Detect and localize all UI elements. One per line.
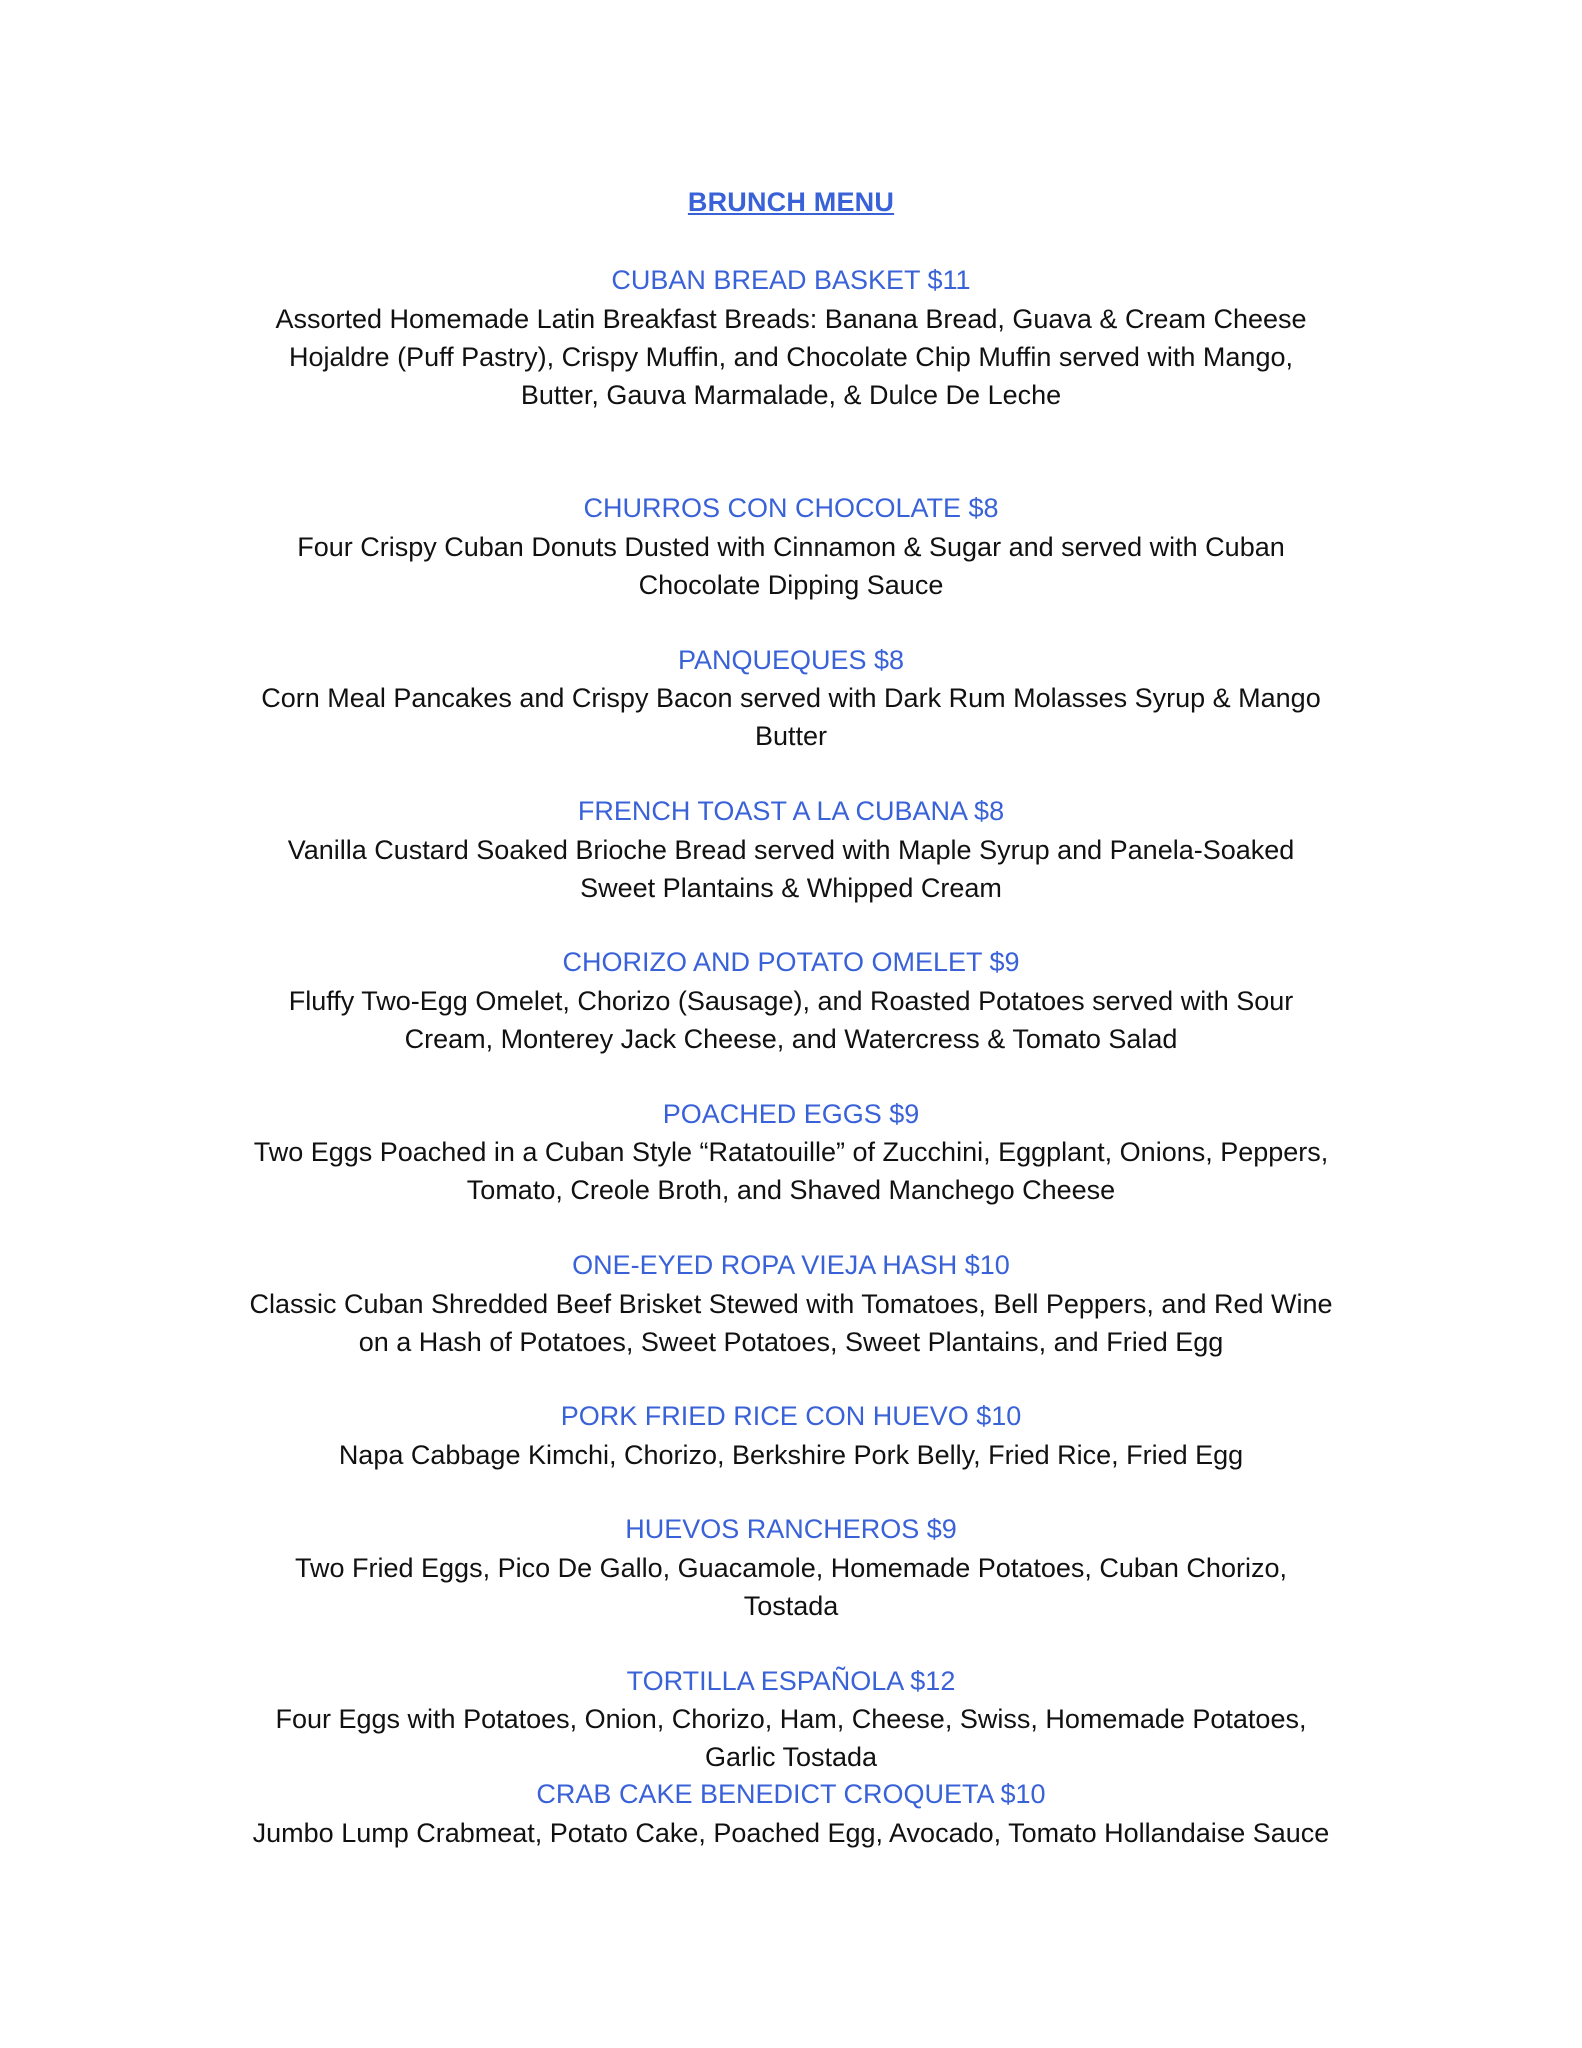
item-5-desc-line-0: Two Eggs Poached in a Cuban Style “Ratatouille” of Zucchini, Eggplant, Onions, Peppers, [253,1137,1329,1167]
item-7-desc-line-0: Napa Cabbage Kimchi, Chorizo, Berkshire Pork Belly, Fried Rice, Fried Egg [338,1440,1244,1470]
item-9-description [191,1700,1391,1776]
item-4-name: CHORIZO AND POTATO OMELET $9 [562,947,1020,977]
item-10-desc-line-0: Jumbo Lump Crabmeat, Potato Cake, Poached Egg, Avocado, Tomato Hollandaise Sauce [252,1818,1330,1848]
item-9-desc-line-0: Four Eggs with Potatoes, Onion, Chorizo, Ham, Cheese, Swiss, Homemade Potatoes, [275,1704,1307,1734]
item-2-desc-line-0: Corn Meal Pancakes and Crispy Bacon served with Dark Rum Molasses Syrup & Mango [261,683,1321,713]
item-7-description [191,1436,1391,1474]
item-6-description [191,1285,1391,1361]
item-0-description [191,300,1391,414]
item-4-desc-line-1: Cream, Monterey Jack Cheese, and Watercress & Tomato Salad [404,1024,1178,1054]
item-4-description [191,982,1391,1058]
item-6-name: ONE-EYED ROPA VIEJA HASH $10 [572,1250,1010,1280]
item-1-desc-line-0: Four Crispy Cuban Donuts Dusted with Cinnamon & Sugar and served with Cuban [297,532,1285,562]
item-3-desc-line-1: Sweet Plantains & Whipped Cream [580,873,1002,903]
item-10-name: CRAB CAKE BENEDICT CROQUETA $10 [536,1779,1046,1809]
item-1-name: CHURROS CON CHOCOLATE $8 [583,493,999,523]
item-10-description [191,1814,1391,1852]
item-9-name: TORTILLA ESPAÑOLA $12 [626,1666,956,1696]
item-5-description [191,1133,1391,1209]
item-8-desc-line-0: Two Fried Eggs, Pico De Gallo, Guacamole, Homemade Potatoes, Cuban Chorizo, [295,1553,1287,1583]
item-6-desc-line-1: on a Hash of Potatoes, Sweet Potatoes, Sweet Plantains, and Fried Egg [358,1327,1224,1357]
item-4-desc-line-0: Fluffy Two-Egg Omelet, Chorizo (Sausage), and Roasted Potatoes served with Sour [288,986,1294,1016]
item-5-name: POACHED EGGS $9 [662,1099,920,1129]
item-8-description [191,1549,1391,1625]
item-6-desc-line-0: Classic Cuban Shredded Beef Brisket Stewed with Tomatoes, Bell Peppers, and Red Wine [249,1289,1333,1319]
item-2-description [191,679,1391,755]
menu-title: BRUNCH MENU [687,187,895,217]
item-3-description [191,831,1391,907]
item-0-desc-line-1: Hojaldre (Puff Pastry), Crispy Muffin, and Chocolate Chip Muffin served with Mango, [289,342,1293,372]
item-7-name: PORK FRIED RICE CON HUEVO $10 [560,1401,1022,1431]
item-3-desc-line-0: Vanilla Custard Soaked Brioche Bread served with Maple Syrup and Panela-Soaked [287,835,1295,865]
item-2-desc-line-1: Butter [754,721,828,751]
item-0-name: CUBAN BREAD BASKET $11 [611,265,971,295]
item-8-desc-line-1: Tostada [743,1591,839,1621]
item-0-desc-line-0: Assorted Homemade Latin Breakfast Breads: Banana Bread, Guava & Cream Cheese [275,304,1307,334]
item-8-name: HUEVOS RANCHEROS $9 [625,1514,957,1544]
item-1-description [191,528,1391,604]
item-5-desc-line-1: Tomato, Creole Broth, and Shaved Manchego Cheese [466,1175,1116,1205]
item-2-name: PANQUEQUES $8 [677,645,905,675]
item-9-desc-line-1: Garlic Tostada [704,1742,878,1772]
item-3-name: FRENCH TOAST A LA CUBANA $8 [577,796,1005,826]
item-1-desc-line-1: Chocolate Dipping Sauce [638,570,944,600]
item-0-desc-line-2: Butter, Gauva Marmalade, & Dulce De Leche [520,380,1062,410]
